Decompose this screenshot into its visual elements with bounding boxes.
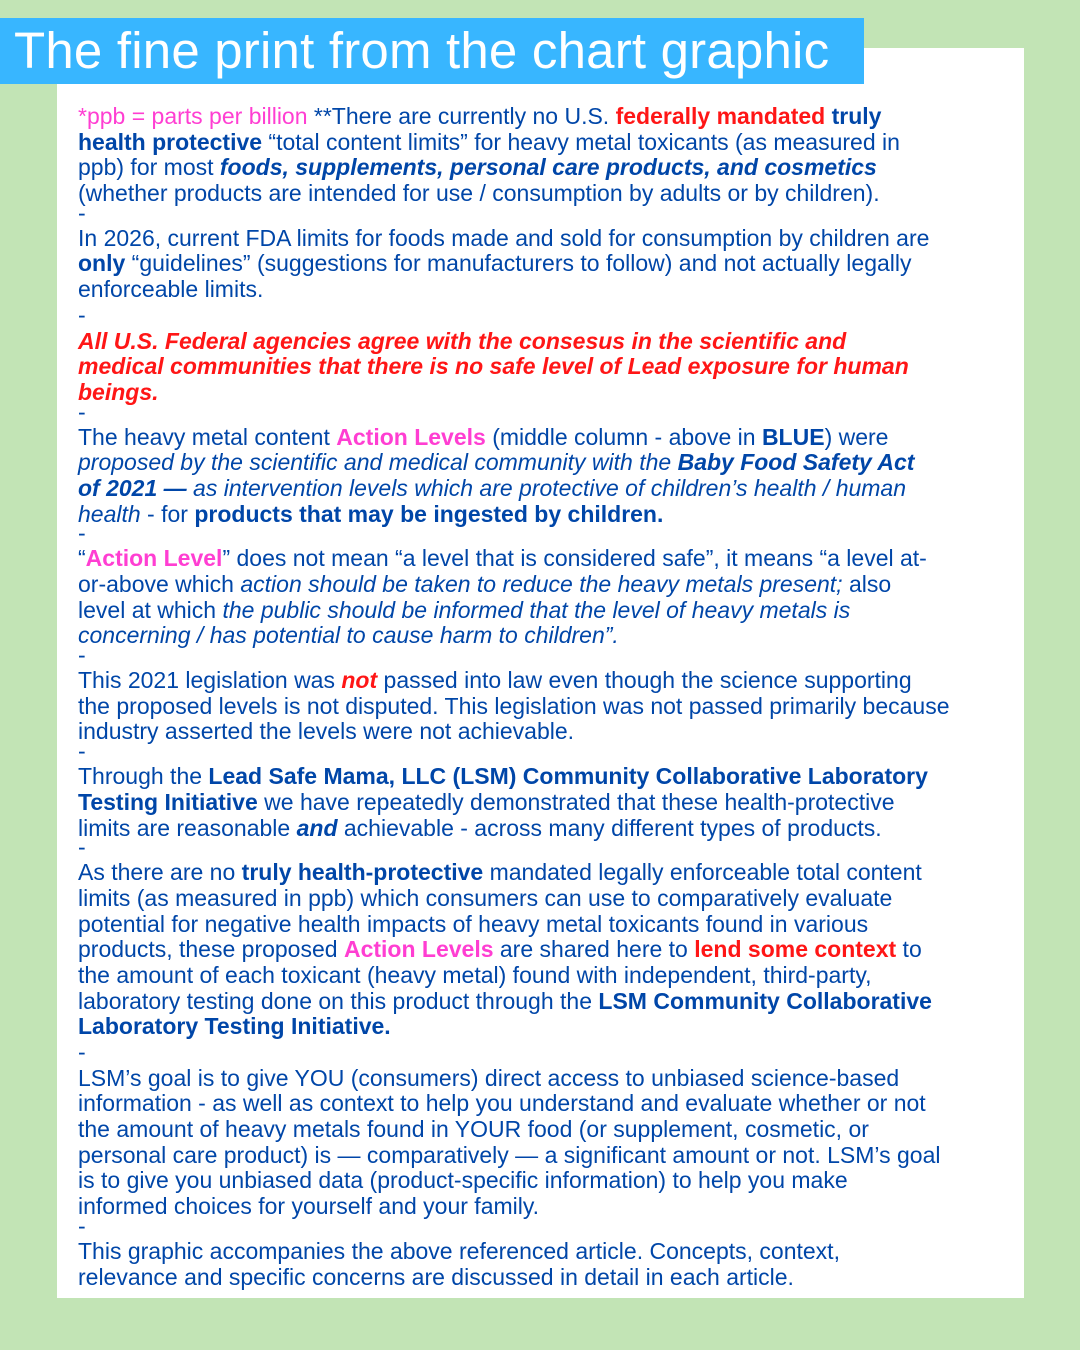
body-text: enforceable limits.: [78, 276, 264, 303]
body-text: The heavy metal content: [78, 423, 337, 450]
text-line: [78, 572, 1008, 598]
body-text: the amount of heavy metals found in YOUR food (or supplement, cosmetic, or: [78, 1116, 869, 1143]
emphasis-text: proposed by the scientific and medical community with the: [78, 449, 678, 476]
body-text: limits (as measured in ppb) which consumers can use to comparatively evaluate: [78, 884, 893, 911]
body-text: are shared here to: [493, 936, 695, 963]
emphasis-text: truly health-protective: [241, 859, 484, 886]
separator-dash: [78, 738, 1008, 765]
text-line: [78, 1091, 1008, 1117]
body-text: level at which: [78, 596, 223, 623]
text-line: [78, 860, 1008, 886]
body-text: the amount of each toxicant (heavy metal) found with independent, third-party,: [78, 961, 872, 988]
body-text: we have repeatedly demonstrated that these health-protective: [257, 788, 895, 815]
emphasis-text: not: [341, 667, 378, 694]
text-line: [78, 816, 1008, 842]
body-text: passed into law even though the science supporting: [377, 667, 912, 694]
emphasis-text: the public should be informed that the level of heavy metals is: [222, 596, 851, 623]
text-line: [78, 912, 1008, 938]
emphasis-text: All U.S. Federal agencies agree with the consesus in the scientific and: [78, 327, 847, 354]
text-line: [78, 130, 1008, 156]
body-text: achievable - across many different types of products.: [337, 814, 882, 841]
body-text: In 2026, current FDA limits for foods made and sold for consumption by children are: [78, 224, 930, 251]
paragraph-action-level-definition: [78, 546, 1008, 649]
separator-dash: [78, 834, 1008, 861]
text-line: [78, 329, 1008, 355]
text-line: [78, 1265, 1008, 1291]
body-text: ppb) for most: [78, 154, 220, 181]
separator-dash-text: -: [78, 642, 86, 669]
emphasis-text: health protective: [78, 128, 263, 155]
emphasis-text: lend some context: [694, 936, 897, 963]
text-line: [78, 251, 1008, 277]
emphasis-text: action should be taken to reduce the heavy metals present;: [240, 571, 843, 597]
body-text: Through the: [78, 763, 209, 790]
text-line: [78, 694, 1008, 720]
text-line: [78, 380, 1008, 406]
emphasis-text: federally mandated: [615, 103, 826, 129]
text-line: [78, 1194, 1008, 1220]
separator-dash: [78, 199, 1008, 226]
text-line: [78, 450, 1008, 476]
separator-dash-text: -: [78, 1039, 86, 1065]
body-text: potential for negative health impacts of heavy metal toxicants found in various: [78, 910, 869, 937]
body-text: (middle column - above in: [485, 423, 762, 450]
separator-dash-text: -: [78, 1212, 86, 1239]
paragraph-article-note: [78, 1239, 1008, 1290]
body-text: LSM’s goal is to give YOU (consumers) direct access to unbiased science-based: [78, 1064, 900, 1091]
text-line: [78, 354, 1008, 380]
emphasis-text: products that may be ingested by children.: [194, 500, 664, 527]
body-text: also: [842, 571, 892, 597]
page-title: The fine print from the chart graphic: [14, 22, 830, 79]
separator-dash: [78, 398, 1008, 425]
text-line: [78, 104, 1008, 130]
body-text: **There are currently no U.S.: [307, 103, 616, 129]
separator-dash-text: -: [78, 199, 86, 226]
emphasis-text: only: [78, 250, 126, 277]
emphasis-text: *ppb = parts per billion: [78, 103, 308, 129]
separator-dash: [78, 642, 1008, 669]
body-text: This graphic accompanies the above referenced article. Concepts, context,: [78, 1237, 840, 1264]
text-line: [78, 181, 1008, 207]
text-line: [78, 1143, 1008, 1169]
body-text: “guidelines” (suggestions for manufacturers to follow) and not actually legally: [125, 250, 912, 277]
body-text: “total content limits” for heavy metal toxicants (as measured in: [262, 128, 900, 155]
body-text: is to give you unbiased data (product-specific information) to help you make: [78, 1167, 848, 1194]
text-line: [78, 886, 1008, 912]
separator-dash-text: -: [78, 738, 86, 765]
text-line: [78, 963, 1008, 989]
body-text: mandated legally enforceable total content: [483, 859, 922, 886]
separator-dash: [78, 1212, 1008, 1239]
text-line: [78, 1239, 1008, 1265]
text-line: [78, 1014, 1008, 1040]
separator-dash-text: -: [78, 301, 86, 328]
text-line: [78, 1117, 1008, 1143]
separator-dash: [78, 520, 1008, 547]
separator-dash-text: -: [78, 520, 86, 547]
body-text: relevance and specific concerns are discussed in detail in each article.: [78, 1263, 794, 1290]
text-line: [78, 277, 1008, 303]
separator-dash-text: -: [78, 834, 86, 861]
emphasis-text: BLUE: [761, 423, 825, 450]
paragraph-ppb-definition: [78, 104, 1008, 207]
body-text: industry asserted the levels were not achievable.: [78, 718, 575, 745]
body-text: - for: [140, 500, 195, 527]
body-text: ) were: [824, 423, 889, 450]
emphasis-text: of 2021 —: [78, 474, 187, 501]
body-text: laboratory testing done on this product through the: [78, 987, 599, 1014]
emphasis-text: truly: [825, 103, 882, 129]
text-line: [78, 719, 1008, 745]
paragraph-lsm-testing-initiative: [78, 764, 1008, 841]
paragraph-lead-warning: [78, 329, 1008, 406]
emphasis-text: Lead Safe Mama, LLC (LSM) Community Collaborative Laboratory: [208, 763, 928, 790]
text-line: [78, 546, 1008, 572]
text-line: [78, 598, 1008, 624]
emphasis-text: health: [78, 500, 141, 527]
title-banner: [0, 18, 864, 84]
emphasis-text: LSM Community Collaborative: [598, 987, 932, 1014]
paragraph-2021-legislation: [78, 668, 1008, 745]
body-text: limits are reasonable: [78, 814, 297, 841]
emphasis-text: Testing Initiative: [78, 788, 258, 815]
body-text: the proposed levels is not disputed. This legislation was not passed primarily because: [78, 692, 950, 719]
emphasis-text: and: [296, 814, 338, 841]
body-text: or-above which: [78, 571, 241, 597]
separator-dash: [78, 303, 1008, 329]
emphasis-text: Laboratory Testing Initiative.: [78, 1013, 391, 1040]
emphasis-text: Action Levels: [336, 423, 486, 450]
separator-dash: [78, 1040, 1008, 1066]
text-line: [78, 425, 1008, 451]
emphasis-text: Baby Food Safety Act: [677, 449, 915, 476]
text-line: [78, 937, 1008, 963]
text-line: [78, 668, 1008, 694]
emphasis-text: Action Levels: [343, 936, 494, 963]
text-line: [78, 1066, 1008, 1092]
body-text: “: [78, 545, 86, 572]
emphasis-text: medical communities that there is no safe level of Lead exposure for human: [78, 353, 909, 380]
paragraph-context: [78, 860, 1008, 1040]
body-text: informed choices for yourself and your family.: [78, 1193, 540, 1220]
body-text: ” does not mean “a level that is considered safe”, it means “a level at-: [222, 545, 927, 572]
fine-print-text: [78, 104, 1008, 1290]
paragraph-fda-guidelines: [78, 226, 1008, 303]
emphasis-text: Action Level: [85, 545, 223, 572]
text-line: [78, 1168, 1008, 1194]
text-line: [78, 764, 1008, 790]
body-text: This 2021 legislation was: [78, 667, 342, 694]
text-line: [78, 989, 1008, 1015]
emphasis-text: concerning / has potential to cause harm to children”.: [78, 622, 619, 649]
body-text: information - as well as context to help you understand and evaluate whether or not: [78, 1090, 926, 1117]
text-line: [78, 623, 1008, 649]
body-text: As there are no: [78, 859, 242, 886]
paragraph-lsm-goal: [78, 1066, 1008, 1220]
emphasis-text: beings.: [78, 378, 159, 405]
body-text: personal care product) is — comparatively — a significant amount or not. LSM’s goal: [78, 1141, 941, 1168]
body-text: to: [896, 936, 922, 963]
text-line: [78, 476, 1008, 502]
text-line: [78, 226, 1008, 252]
paragraph-action-levels: [78, 425, 1008, 528]
text-line: [78, 790, 1008, 816]
body-text: products, these proposed: [78, 936, 344, 963]
emphasis-text: foods, supplements, personal care products, and cosmetics: [219, 154, 877, 181]
text-line: [78, 155, 1008, 181]
text-line: [78, 502, 1008, 528]
body-text: (whether products are intended for use / consumption by adults or by children).: [78, 180, 880, 207]
separator-dash-text: -: [78, 398, 86, 425]
emphasis-text: as intervention levels which are protective of children’s health / human: [186, 474, 907, 501]
